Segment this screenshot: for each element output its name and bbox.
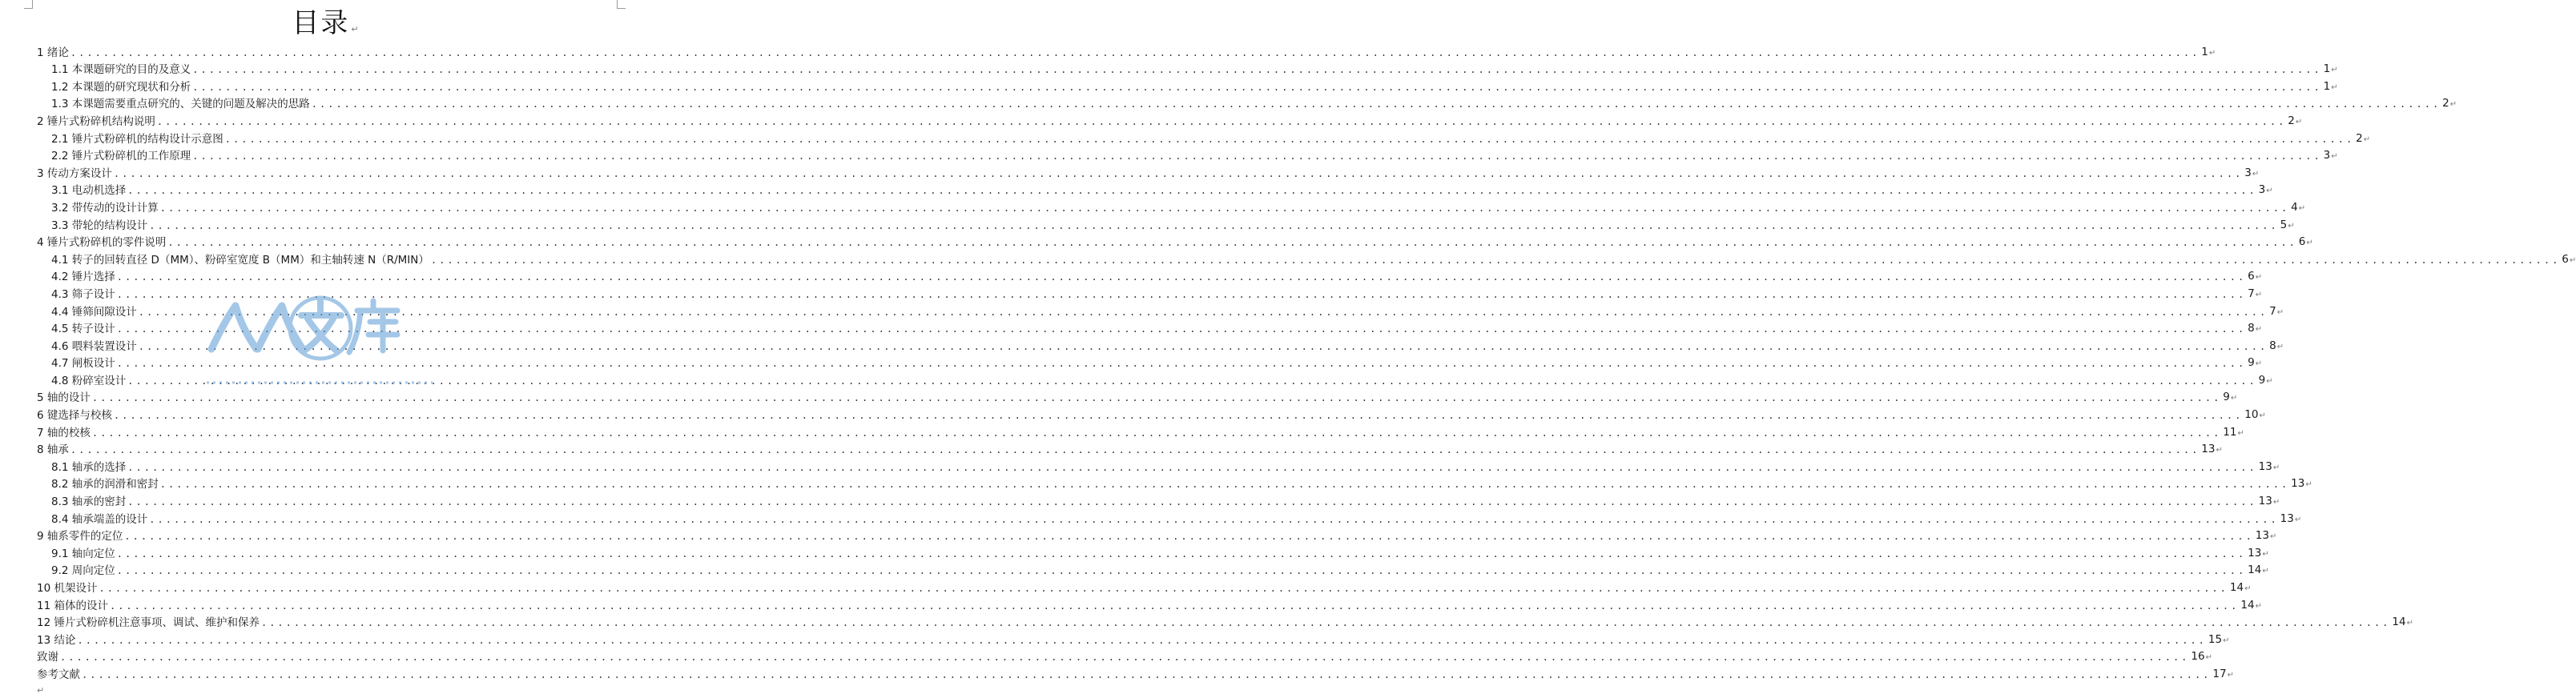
toc-subentry[interactable] [37, 77, 2331, 94]
toc-entry-title: 1.3 本课题需要重点研究的、关键的问题及解决的思路 [51, 98, 310, 111]
toc-entry-title: 5 轴的设计 [37, 391, 91, 405]
toc-subentry[interactable] [37, 94, 2449, 112]
toc-page-number: 7 ↵ [2269, 305, 2284, 319]
toc-subentry[interactable] [37, 319, 2255, 337]
toc-page-number: 14 ↵ [2240, 599, 2262, 613]
toc-entry[interactable] [37, 578, 2244, 596]
toc-entry-title: 11 箱体的设计 [37, 599, 108, 612]
toc-dot-leader: .................................................................................................................................................................................................................................................................... [430, 254, 2561, 266]
toc-entry-title: 4.1 转子的回转直径 D（MM）、粉碎室宽度 B（MM）和主轴转速 N（R/MIN） [51, 253, 429, 267]
toc-page-number: 2 ↵ [2288, 114, 2302, 129]
toc-entry[interactable] [37, 648, 2205, 665]
toc-entry-title: 8 轴承 [37, 443, 69, 457]
toc-dot-leader: .................................................................................................................................................................................................................................................................... [124, 531, 2254, 543]
toc-page-number: 3 ↵ [2244, 166, 2259, 181]
toc-subentry[interactable] [37, 371, 2266, 388]
toc-entry-title: 参考文献 [37, 668, 80, 681]
toc-dot-leader: .................................................................................................................................................................................................................................................................... [116, 548, 2247, 560]
toc-dot-leader: .................................................................................................................................................................................................................................................................... [127, 375, 2257, 387]
toc-dot-leader: .................................................................................................................................................................................................................................................................... [149, 219, 2279, 231]
toc-page-number: 5 ↵ [2280, 219, 2295, 233]
toc-page-number: 1 ↵ [2324, 62, 2338, 77]
toc-dot-leader: .................................................................................................................................................................................................................................................................... [159, 479, 2290, 491]
toc-page-number: 6 ↵ [2562, 253, 2576, 267]
toc-entry-title: 3.2 带传动的设计计算 [51, 201, 159, 215]
toc-entry-title: 1 绪论 [37, 46, 69, 59]
toc-entry[interactable] [37, 596, 2255, 613]
toc-entry-title: 4.6 喂料装置设计 [51, 339, 137, 353]
paragraph-mark-icon: ↵ [37, 685, 45, 696]
toc-dot-leader: .................................................................................................................................................................................................................................................................... [82, 668, 2212, 680]
toc-subentry[interactable] [37, 475, 2305, 492]
toc-entry[interactable] [37, 163, 2252, 181]
toc-dot-leader: .................................................................................................................................................................................................................................................................... [138, 340, 2268, 352]
toc-entry-title: 4 锤片式粉碎机的零件说明 [37, 236, 167, 250]
toc-entry-title: 4.5 转子设计 [51, 323, 115, 336]
toc-page-number: 13 ↵ [2256, 529, 2277, 544]
toc-entry-title: 2.1 锤片式粉碎机的结构设计示意图 [51, 132, 223, 146]
toc-dot-leader: .................................................................................................................................................................................................................................................................... [113, 410, 2244, 422]
toc-page-number: 14 ↵ [2248, 564, 2269, 578]
toc-page-number: 13 ↵ [2259, 460, 2280, 475]
toc-page-number: 9 ↵ [2248, 356, 2262, 371]
toc-entry-title: 3 传动方案设计 [37, 166, 112, 180]
toc-dot-leader: .................................................................................................................................................................................................................................................................... [116, 565, 2247, 577]
toc-dot-leader: .................................................................................................................................................................................................................................................................... [159, 202, 2290, 214]
toc-entry-title: 8.2 轴承的润滑和密封 [51, 478, 159, 491]
toc-dot-leader: .................................................................................................................................................................................................................................................................... [116, 288, 2247, 300]
toc-entry-title: 8.4 轴承端盖的设计 [51, 512, 148, 526]
toc-page-number: 13 ↵ [2259, 495, 2280, 509]
toc-entry-title: 9.2 周向定位 [51, 564, 115, 578]
toc-page-number: 14 ↵ [2392, 616, 2413, 630]
paragraph-mark-icon: ↵ [351, 24, 359, 34]
toc-subentry[interactable] [37, 336, 2276, 354]
toc-entry-title: 9.1 轴向定位 [51, 547, 115, 560]
toc-page-number: 6 ↵ [2248, 270, 2262, 284]
toc-dot-leader: .................................................................................................................................................................................................................................................................... [91, 392, 2222, 404]
toc-dot-leader: .................................................................................................................................................................................................................................................................... [224, 133, 2355, 145]
toc-entry-title: 10 机架设计 [37, 582, 98, 595]
toc-heading-text: 目录 [292, 7, 350, 39]
toc-entry[interactable] [37, 111, 2295, 129]
toc-entry-title: 2 锤片式粉碎机结构说明 [37, 114, 155, 128]
toc-heading[interactable] [0, 6, 650, 46]
toc-dot-leader: .................................................................................................................................................................................................................................................................... [192, 64, 2322, 76]
toc-subentry[interactable] [37, 561, 2262, 579]
toc-subentry[interactable] [37, 544, 2262, 561]
toc-subentry[interactable] [37, 250, 2569, 267]
toc-dot-leader: .................................................................................................................................................................................................................................................................... [99, 583, 2228, 594]
toc-entry[interactable] [37, 233, 2306, 251]
toc-entry-title: 2.2 锤片式粉碎机的工作原理 [51, 150, 191, 163]
toc-entry[interactable] [37, 405, 2259, 423]
toc-dot-leader: .................................................................................................................................................................................................................................................................... [116, 323, 2247, 335]
toc-entry[interactable] [37, 527, 2269, 544]
toc-entry-title: 1.2 本课题的研究现状和分析 [51, 80, 191, 94]
toc-entry-title: 7 轴的校核 [37, 426, 91, 439]
toc-entry[interactable] [37, 440, 2216, 458]
toc-entry-title: 13 结论 [37, 633, 76, 647]
toc-dot-leader: .................................................................................................................................................................................................................................................................... [116, 271, 2247, 283]
toc-entry-title: 3.1 电动机选择 [51, 184, 127, 198]
toc-page-number: 13 ↵ [2201, 443, 2223, 457]
toc-dot-leader: .................................................................................................................................................................................................................................................................... [60, 652, 2190, 664]
toc-entry-title: 1.1 本课题研究的目的及意义 [51, 63, 191, 77]
toc-entry-title: 8.3 轴承的密封 [51, 495, 127, 509]
toc-dot-leader: .................................................................................................................................................................................................................................................................... [127, 185, 2257, 197]
toc-subentry[interactable] [37, 146, 2331, 164]
toc-dot-leader: .................................................................................................................................................................................................................................................................... [109, 600, 2240, 612]
toc-dot-leader: .................................................................................................................................................................................................................................................................... [149, 513, 2279, 525]
toc-page-number: 14 ↵ [2230, 581, 2252, 596]
toc-page-number: 6 ↵ [2299, 235, 2313, 250]
toc-dot-leader: .................................................................................................................................................................................................................................................................... [311, 98, 2441, 110]
toc-page-number: 4 ↵ [2291, 201, 2305, 215]
toc-page-number: 13 ↵ [2280, 512, 2302, 527]
toc-page-number: 2 ↵ [2442, 97, 2457, 111]
toc-entry-title: 9 轴系零件的定位 [37, 530, 123, 544]
toc-dot-leader: .................................................................................................................................................................................................................................................................... [70, 46, 2200, 58]
toc-entry[interactable] [37, 42, 2208, 60]
toc-page-number: 13 ↵ [2291, 477, 2312, 491]
toc-dot-leader: .................................................................................................................................................................................................................................................................... [260, 617, 2391, 629]
toc-entry-title: 12 锤片式粉碎机注意事项、调试、维护和保养 [37, 616, 260, 630]
toc-dot-leader: .................................................................................................................................................................................................................................................................... [167, 237, 2297, 249]
toc-entry-title: 4.8 粉碎室设计 [51, 374, 127, 387]
toc-page-number: 2 ↵ [2356, 132, 2370, 146]
toc-dot-leader: .................................................................................................................................................................................................................................................................... [91, 427, 2222, 439]
toc-dot-leader: .................................................................................................................................................................................................................................................................... [156, 115, 2287, 127]
toc-subentry[interactable] [37, 491, 2272, 509]
toc-subentry[interactable] [37, 60, 2331, 78]
toc-page-number: 8 ↵ [2269, 339, 2284, 354]
toc-dot-leader: .................................................................................................................................................................................................................................................................... [113, 167, 2244, 179]
toc-page-number: 9 ↵ [2259, 374, 2273, 388]
toc-dot-leader: .................................................................................................................................................................................................................................................................... [70, 444, 2200, 456]
toc-subentry[interactable] [37, 354, 2255, 371]
toc-page-number: 10 ↵ [2244, 408, 2266, 423]
toc-entry-title: 4.2 锤片选择 [51, 271, 115, 284]
toc-dot-leader: .................................................................................................................................................................................................................................................................... [116, 358, 2247, 370]
toc-page-number: 3 ↵ [2324, 149, 2338, 163]
toc-page-number: 8 ↵ [2248, 322, 2262, 336]
toc-dot-leader: .................................................................................................................................................................................................................................................................... [138, 306, 2268, 318]
toc-subentry[interactable] [37, 284, 2255, 302]
toc-subentry[interactable] [37, 215, 2288, 233]
toc-subentry[interactable] [37, 198, 2298, 215]
toc-entry-title: 4.3 筛子设计 [51, 287, 115, 301]
toc-entry[interactable] [37, 388, 2230, 406]
table-of-contents [37, 42, 2569, 682]
toc-subentry[interactable] [37, 129, 2363, 146]
toc-page-number: 13 ↵ [2248, 547, 2269, 561]
toc-page-number: 1 ↵ [2201, 46, 2216, 60]
toc-page-number: 7 ↵ [2248, 287, 2262, 302]
toc-subentry[interactable] [37, 181, 2266, 199]
toc-subentry[interactable] [37, 267, 2255, 285]
toc-dot-leader: .................................................................................................................................................................................................................................................................... [127, 496, 2257, 508]
toc-entry[interactable] [37, 613, 2406, 631]
toc-subentry[interactable] [37, 509, 2294, 527]
toc-dot-leader: .................................................................................................................................................................................................................................................................... [77, 634, 2207, 646]
toc-entry-title: 4.7 闸板设计 [51, 357, 115, 371]
toc-dot-leader: .................................................................................................................................................................................................................................................................... [192, 81, 2322, 93]
toc-dot-leader: .................................................................................................................................................................................................................................................................... [127, 461, 2257, 473]
toc-entry[interactable] [37, 664, 2227, 682]
toc-dot-leader: .................................................................................................................................................................................................................................................................... [192, 150, 2322, 162]
toc-entry-title: 3.3 带轮的结构设计 [51, 219, 148, 232]
toc-page-number: 11 ↵ [2223, 426, 2244, 440]
toc-page-number: 9 ↵ [2223, 391, 2237, 405]
toc-entry[interactable] [37, 423, 2237, 440]
toc-entry-title: 8.1 轴承的选择 [51, 460, 127, 474]
toc-subentry[interactable] [37, 457, 2272, 475]
toc-entry[interactable] [37, 630, 2223, 648]
toc-page-number: 15 ↵ [2208, 633, 2230, 648]
toc-entry-title: 致谢 [37, 651, 58, 664]
toc-entry-title: 4.4 锤筛间隙设计 [51, 305, 137, 319]
toc-entry-title: 6 键选择与校核 [37, 409, 112, 423]
toc-subentry[interactable] [37, 302, 2276, 319]
toc-page-number: 3 ↵ [2259, 183, 2273, 198]
toc-page-number: 16 ↵ [2191, 650, 2212, 664]
toc-page-number: 1 ↵ [2324, 80, 2338, 94]
toc-page-number: 17 ↵ [2212, 668, 2234, 682]
